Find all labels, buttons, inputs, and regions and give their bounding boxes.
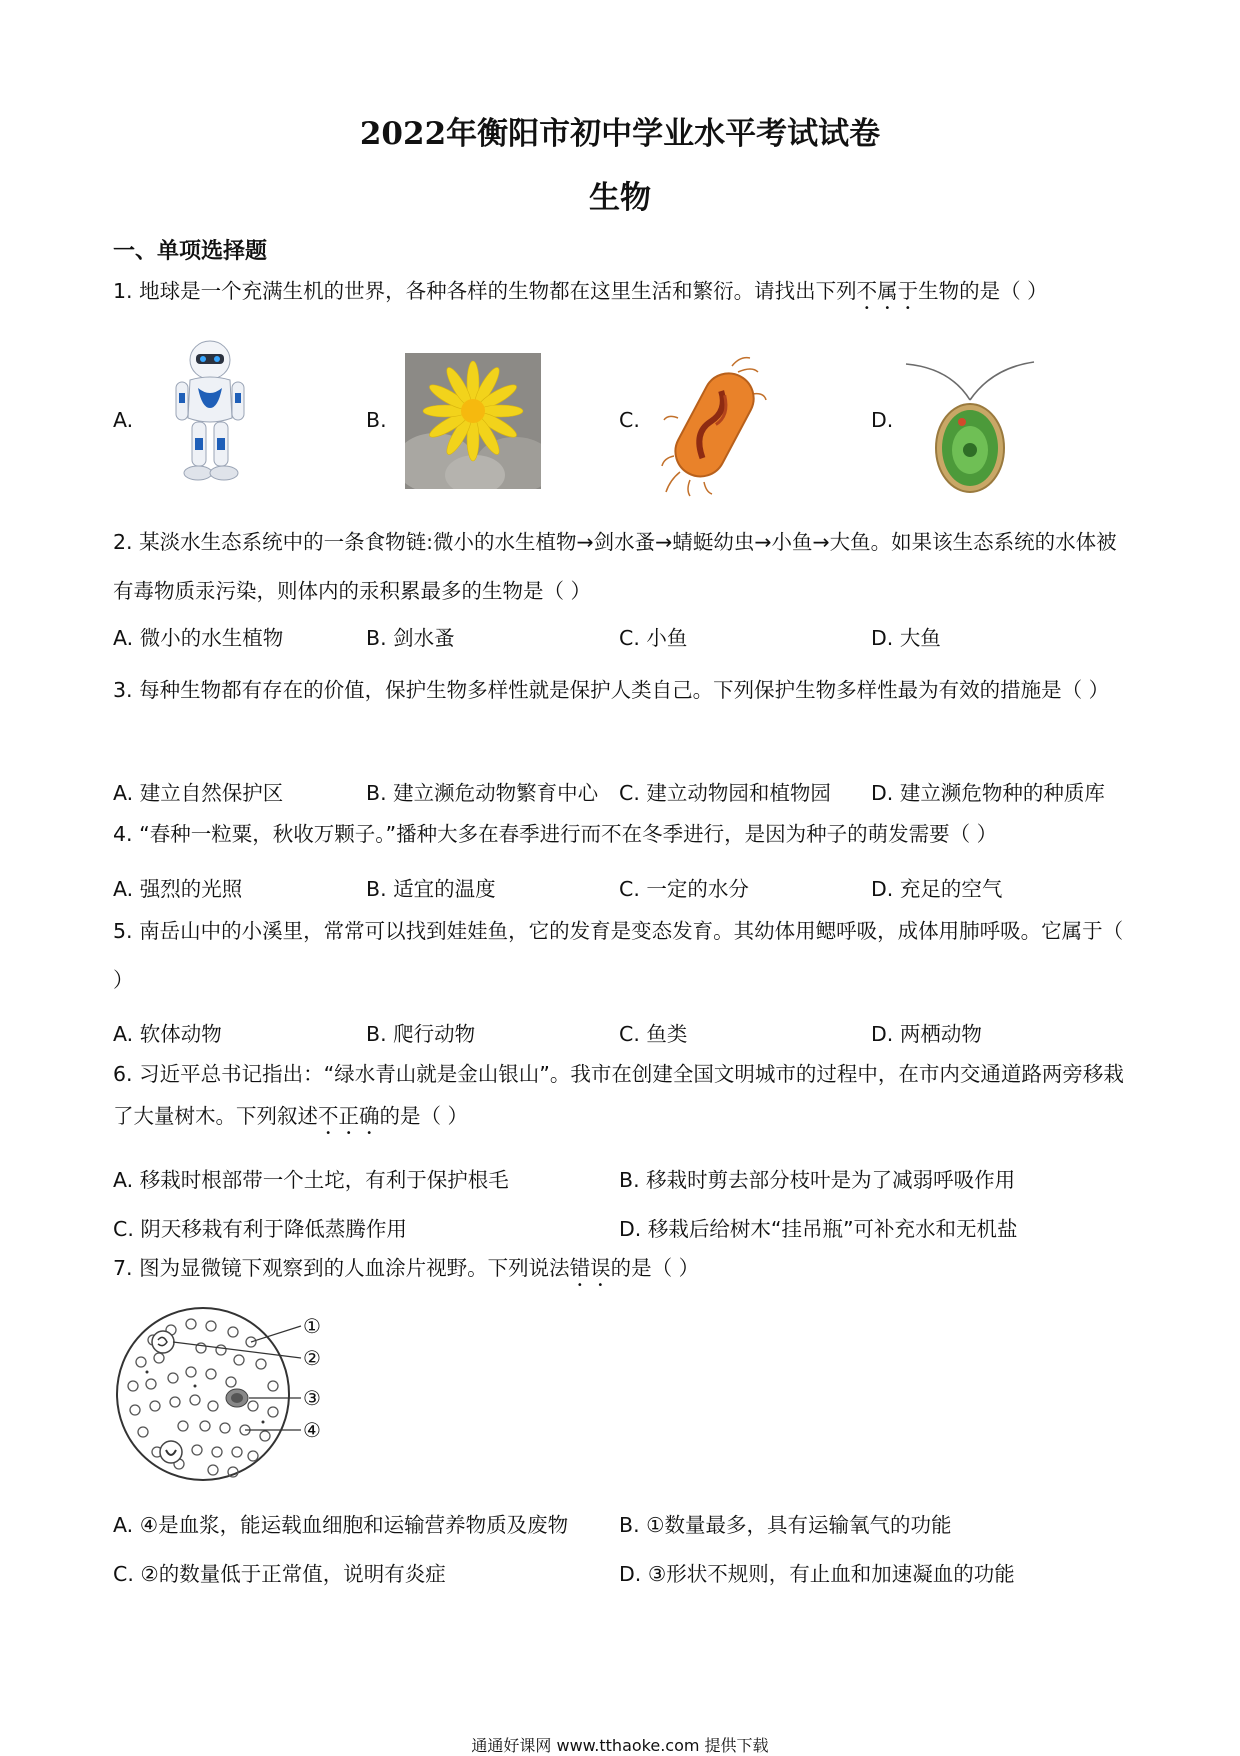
flower-image (405, 353, 541, 489)
question-2-stem: 2. 某淡水生态系统中的一条食物链:微小的水生植物→剑水蚤→蜻蜓幼虫→小鱼→大鱼。如果该生态系统的水体被有毒物质汞污染，则体内的汞积累最多的生物是（ ） (113, 530, 1117, 603)
q1-option-b-label[interactable]: B. (366, 408, 387, 432)
algae-cell-image (900, 350, 1040, 495)
q5-option-c[interactable]: C. 鱼类 (619, 1022, 688, 1046)
question-6-text-a: 6. 习近平总书记指出：“绿水青山就是金山银山”。我市在创建全国文明城市的过程中，在市内交通道路两旁移栽了大量树木。下列叙述 (113, 1062, 1124, 1128)
question-7-text-b: 的是（ ） (610, 1256, 700, 1280)
q6-option-c[interactable]: C. 阴天移栽有利于降低蒸腾作用 (113, 1217, 407, 1241)
question-4-stem: 4. “春种一粒粟，秋收万颗子。”播种大多在春季进行而不在冬季进行，是因为种子的萌发需要（ ） (113, 822, 998, 846)
q5-option-d[interactable]: D. 两栖动物 (871, 1022, 982, 1046)
question-1-emphasis: 不属于 (856, 279, 919, 303)
label-3: ③ (303, 1386, 321, 1410)
q3-option-a[interactable]: A. 建立自然保护区 (113, 781, 284, 805)
footer-credit: 通通好课网 www.tthaoke.com 提供下载 (471, 1736, 769, 1755)
subject-title: 生物 (589, 180, 651, 216)
question-6-emphasis: 不正确 (318, 1104, 380, 1128)
q4-option-c[interactable]: C. 一定的水分 (619, 877, 749, 901)
q1-option-a-label[interactable]: A. (113, 408, 134, 432)
section-heading: 一、单项选择题 (113, 239, 268, 264)
q2-option-b[interactable]: B. 剑水蚤 (366, 626, 455, 650)
robot-image (160, 338, 260, 488)
bacterium-image (660, 352, 770, 497)
q6-option-a[interactable]: A. 移栽时根部带一个土坨，有利于保护根毛 (113, 1168, 509, 1192)
q7-option-d[interactable]: D. ③形状不规则，有止血和加速凝血的功能 (619, 1562, 1015, 1586)
q1-option-d-label[interactable]: D. (871, 408, 894, 432)
question-6-stem (113, 1053, 1133, 1139)
question-1-stem (113, 267, 1133, 316)
question-7-text-a: 7. 图为显微镜下观察到的人血涂片视野。下列说法 (113, 1256, 570, 1280)
question-5-stem: 5. 南岳山中的小溪里，常常可以找到娃娃鱼，它的发育是变态发育。其幼体用鳃呼吸，成体用肺呼吸。它属于（ ） (113, 919, 1124, 992)
blood-smear-diagram (113, 1302, 353, 1492)
q3-option-b[interactable]: B. 建立濒危动物繁育中心 (366, 781, 599, 805)
label-4: ④ (303, 1418, 321, 1442)
question-6-text-b: 的是（ ） (379, 1104, 469, 1128)
page-title: 2022年衡阳市初中学业水平考试试卷 (359, 116, 881, 152)
question-1-text-b: 生物的是（ ） (918, 279, 1048, 303)
q4-option-d[interactable]: D. 充足的空气 (871, 877, 1003, 901)
q3-option-c[interactable]: C. 建立动物园和植物园 (619, 781, 831, 805)
q2-option-a[interactable]: A. 微小的水生植物 (113, 626, 284, 650)
q6-option-b[interactable]: B. 移栽时剪去部分枝叶是为了减弱呼吸作用 (619, 1168, 1016, 1192)
question-7-emphasis: 错误 (569, 1256, 611, 1280)
diagram-labels (303, 1314, 321, 1442)
q7-option-c[interactable]: C. ②的数量低于正常值，说明有炎症 (113, 1562, 446, 1586)
question-1-text-a: 1. 地球是一个充满生机的世界，各种各样的生物都在这里生活和繁衍。请找出下列 (113, 279, 857, 303)
q6-option-d[interactable]: D. 移栽后给树木“挂吊瓶”可补充水和无机盐 (619, 1217, 1018, 1241)
q3-option-d[interactable]: D. 建立濒危物种的种质库 (871, 781, 1105, 805)
question-7-stem (113, 1244, 1133, 1293)
q1-option-c-label[interactable]: C. (619, 408, 640, 432)
q5-option-a[interactable]: A. 软体动物 (113, 1022, 222, 1046)
label-1: ① (303, 1314, 321, 1338)
q2-option-d[interactable]: D. 大鱼 (871, 626, 941, 650)
q7-option-a[interactable]: A. ④是血浆，能运载血细胞和运输营养物质及废物 (113, 1513, 569, 1537)
q7-option-b[interactable]: B. ①数量最多，具有运输氧气的功能 (619, 1513, 952, 1537)
label-2: ② (303, 1346, 321, 1370)
q4-option-b[interactable]: B. 适宜的温度 (366, 877, 496, 901)
question-3-stem: 3. 每种生物都有存在的价值，保护生物多样性就是保护人类自己。下列保护生物多样性最为有效的措施是（ ） (113, 678, 1110, 702)
q4-option-a[interactable]: A. 强烈的光照 (113, 877, 243, 901)
q5-option-b[interactable]: B. 爬行动物 (366, 1022, 476, 1046)
q2-option-c[interactable]: C. 小鱼 (619, 626, 688, 650)
